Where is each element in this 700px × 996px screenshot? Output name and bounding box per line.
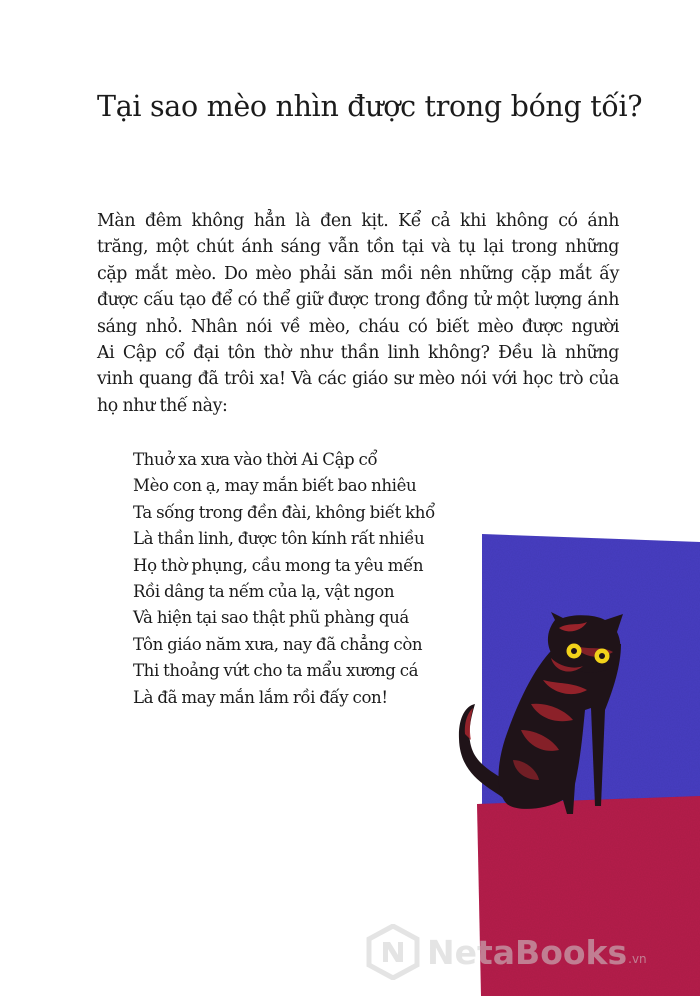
body-line: sáng nhỏ. Nhân nói về mèo, cháu có biết mèo được người — [97, 316, 619, 337]
body-line: cặp mắt mèo. Do mèo phải săn mồi nên những cặp mắt ấy — [97, 263, 619, 284]
body-line: vinh quang đã trôi xa! Và các giáo sư mèo nói với học trò của — [97, 369, 619, 390]
body-line: họ như thế này: — [97, 395, 228, 416]
poem-line: Tôn giáo năm xưa, nay đã chẳng còn — [133, 634, 423, 654]
body-line: trăng, một chút ánh sáng vẫn tồn tại và tụ lại trong những — [97, 237, 619, 258]
poem-line: Ta sống trong đền đài, không biết khổ — [133, 502, 435, 522]
poem-line: Và hiện tại sao thật phũ phàng quá — [133, 608, 409, 628]
poem-line: Mèo con ạ, may mắn biết bao nhiêu — [133, 476, 417, 496]
body-paragraph — [97, 208, 619, 419]
poem-line: Thi thoảng vứt cho ta mẩu xương cá — [133, 661, 419, 681]
body-line: Ai Cập cổ đại tôn thờ như thần linh không? Đều là những — [97, 343, 619, 364]
poem-line: Là đã may mắn lắm rồi đấy con! — [133, 687, 388, 707]
body-line: Màn đêm không hẳn là đen kịt. Kể cả khi không có ánh — [97, 211, 619, 231]
poem-line: Rồi dâng ta nếm của lạ, vật ngon — [133, 582, 395, 602]
watermark-suffix: .vn — [628, 952, 647, 966]
body-line: được cấu tạo để có thể giữ được trong đồng tử một lượng ánh — [97, 290, 619, 311]
watermark — [365, 922, 647, 982]
netabooks-logo-icon — [365, 924, 421, 980]
poem-line: Là thần linh, được tôn kính rất nhiều — [133, 529, 425, 549]
poem — [133, 447, 435, 711]
poem-line: Thuở xa xưa vào thời Ai Cập cổ — [133, 450, 378, 469]
poem-line: Họ thờ phụng, cầu mong ta yêu mến — [133, 555, 424, 575]
watermark-text: NetaBooks — [427, 932, 628, 972]
page-title: Tại sao mèo nhìn được trong bóng tối? — [97, 90, 643, 123]
